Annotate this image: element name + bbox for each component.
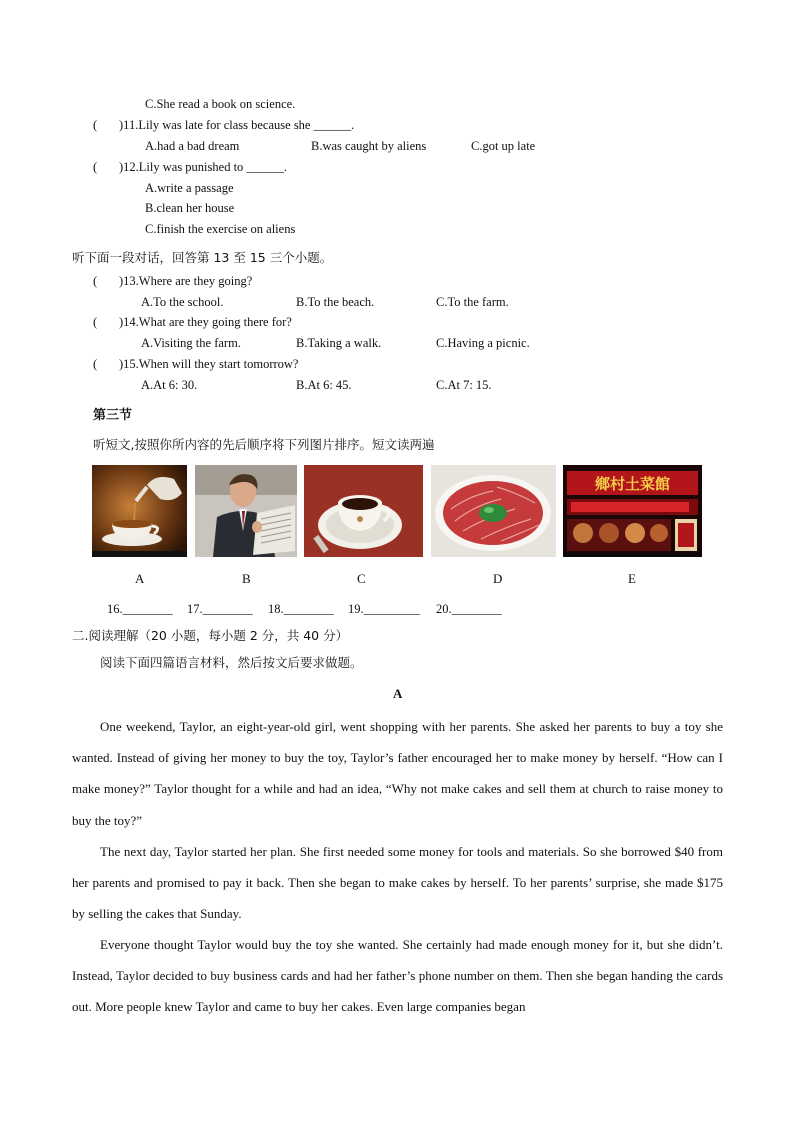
sliced-meat-plate-image bbox=[431, 465, 556, 557]
passage-paragraph-1: One weekend, Taylor, an eight-year-old girl, went shopping with her parents. She asked her parents to buy a toy she wanted. Instead of giving her money to buy the toy, Taylor’s father encouraged her to make money by herself. “How can I make money?” Taylor thought for a while and had an idea, “Why not make cakes and sell them at church to raise money to buy the toy?” bbox=[72, 719, 723, 828]
q13-option-c: C.To the farm. bbox=[436, 295, 509, 309]
q14-option-b: B.Taking a walk. bbox=[296, 336, 382, 350]
passage-paragraph-2: The next day, Taylor started her plan. She first needed some money for tools and materials. So she borrowed $40 from her parents and promised to pay it back. Then she began to make cakes by herself. To her parents’ surprise, she made $175 by selling the cakes that Sunday. bbox=[72, 844, 723, 922]
passage-paragraph-3: Everyone thought Taylor would buy the toy she wanted. She certainly had made enough money for it, but she didn’t. Instead, Taylor decided to buy business cards and had her father’s phone number on them. Then she began handing the cards out. More people knew Taylor and came to buy her cakes. Even large companies began bbox=[72, 937, 723, 1015]
answer-blank-19[interactable]: 19._________ bbox=[348, 602, 420, 616]
q12-answer-paren[interactable]: ( bbox=[93, 160, 98, 174]
passage-title: A bbox=[393, 686, 403, 701]
q12-option-a: A.write a passage bbox=[145, 181, 234, 195]
q13-answer-paren[interactable]: ( bbox=[93, 274, 98, 288]
answer-blank-18[interactable]: 18.________ bbox=[268, 602, 334, 616]
q15-option-b: B.At 6: 45. bbox=[296, 378, 352, 392]
q14-option-a: A.Visiting the farm. bbox=[141, 336, 241, 350]
answer-blank-17[interactable]: 17.________ bbox=[187, 602, 253, 616]
q14-stem: )14.What are they going there for? bbox=[119, 315, 292, 329]
section3-title: 第三节 bbox=[93, 408, 133, 423]
q14-answer-paren[interactable]: ( bbox=[93, 315, 98, 329]
q13-option-a: A.To the school. bbox=[141, 295, 224, 309]
picture-label-c: C bbox=[357, 571, 366, 586]
answer-blank-16[interactable]: 16.________ bbox=[107, 602, 173, 616]
q15-option-a: A.At 6: 30. bbox=[141, 378, 198, 392]
man-reading-newspaper-image bbox=[195, 465, 297, 557]
q11-option-b: B.was caught by aliens bbox=[311, 139, 427, 153]
restaurant-sign-image bbox=[563, 465, 702, 557]
q12-option-b: B.clean her house bbox=[145, 201, 235, 215]
q15-answer-paren[interactable]: ( bbox=[93, 357, 98, 371]
q10-option-c: C.She read a book on science. bbox=[145, 97, 296, 111]
reading-heading: 二.阅读理解（20 小题，每小题 2 分，共 40 分） bbox=[72, 628, 349, 643]
q13-option-b: B.To the beach. bbox=[296, 295, 375, 309]
q15-option-c: C.At 7: 15. bbox=[436, 378, 492, 392]
restaurant-sign-text: 鄉村土菜館 bbox=[594, 475, 671, 493]
q12-stem: )12.Lily was punished to ______. bbox=[119, 160, 288, 174]
q12-option-c: C.finish the exercise on aliens bbox=[145, 222, 296, 236]
section3-instruction: 听短文,按照你所内容的先后顺序将下列图片排序。短文读两遍 bbox=[93, 437, 435, 452]
picture-label-b: B bbox=[242, 571, 251, 586]
dialogue-instruction: 听下面一段对话，回答第 13 至 15 三个小题。 bbox=[72, 250, 333, 265]
q14-option-c: C.Having a picnic. bbox=[436, 336, 530, 350]
picture-label-d: D bbox=[493, 571, 503, 586]
q11-answer-paren[interactable]: ( bbox=[93, 118, 98, 132]
coffee-cup-image bbox=[304, 465, 423, 557]
reading-instruction: 阅读下面四篇语言材料，然后按文后要求做题。 bbox=[100, 655, 363, 670]
q13-stem: )13.Where are they going? bbox=[119, 274, 253, 288]
q11-option-c: C.got up late bbox=[471, 139, 536, 153]
picture-label-e: E bbox=[628, 571, 636, 586]
q11-stem: )11.Lily was late for class because she ______. bbox=[119, 118, 355, 132]
answer-blank-20[interactable]: 20.________ bbox=[436, 602, 502, 616]
picture-label-a: A bbox=[135, 571, 145, 586]
tea-pouring-image bbox=[92, 465, 187, 557]
q15-stem: )15.When will they start tomorrow? bbox=[119, 357, 299, 371]
q11-option-a: A.had a bad dream bbox=[145, 139, 240, 153]
